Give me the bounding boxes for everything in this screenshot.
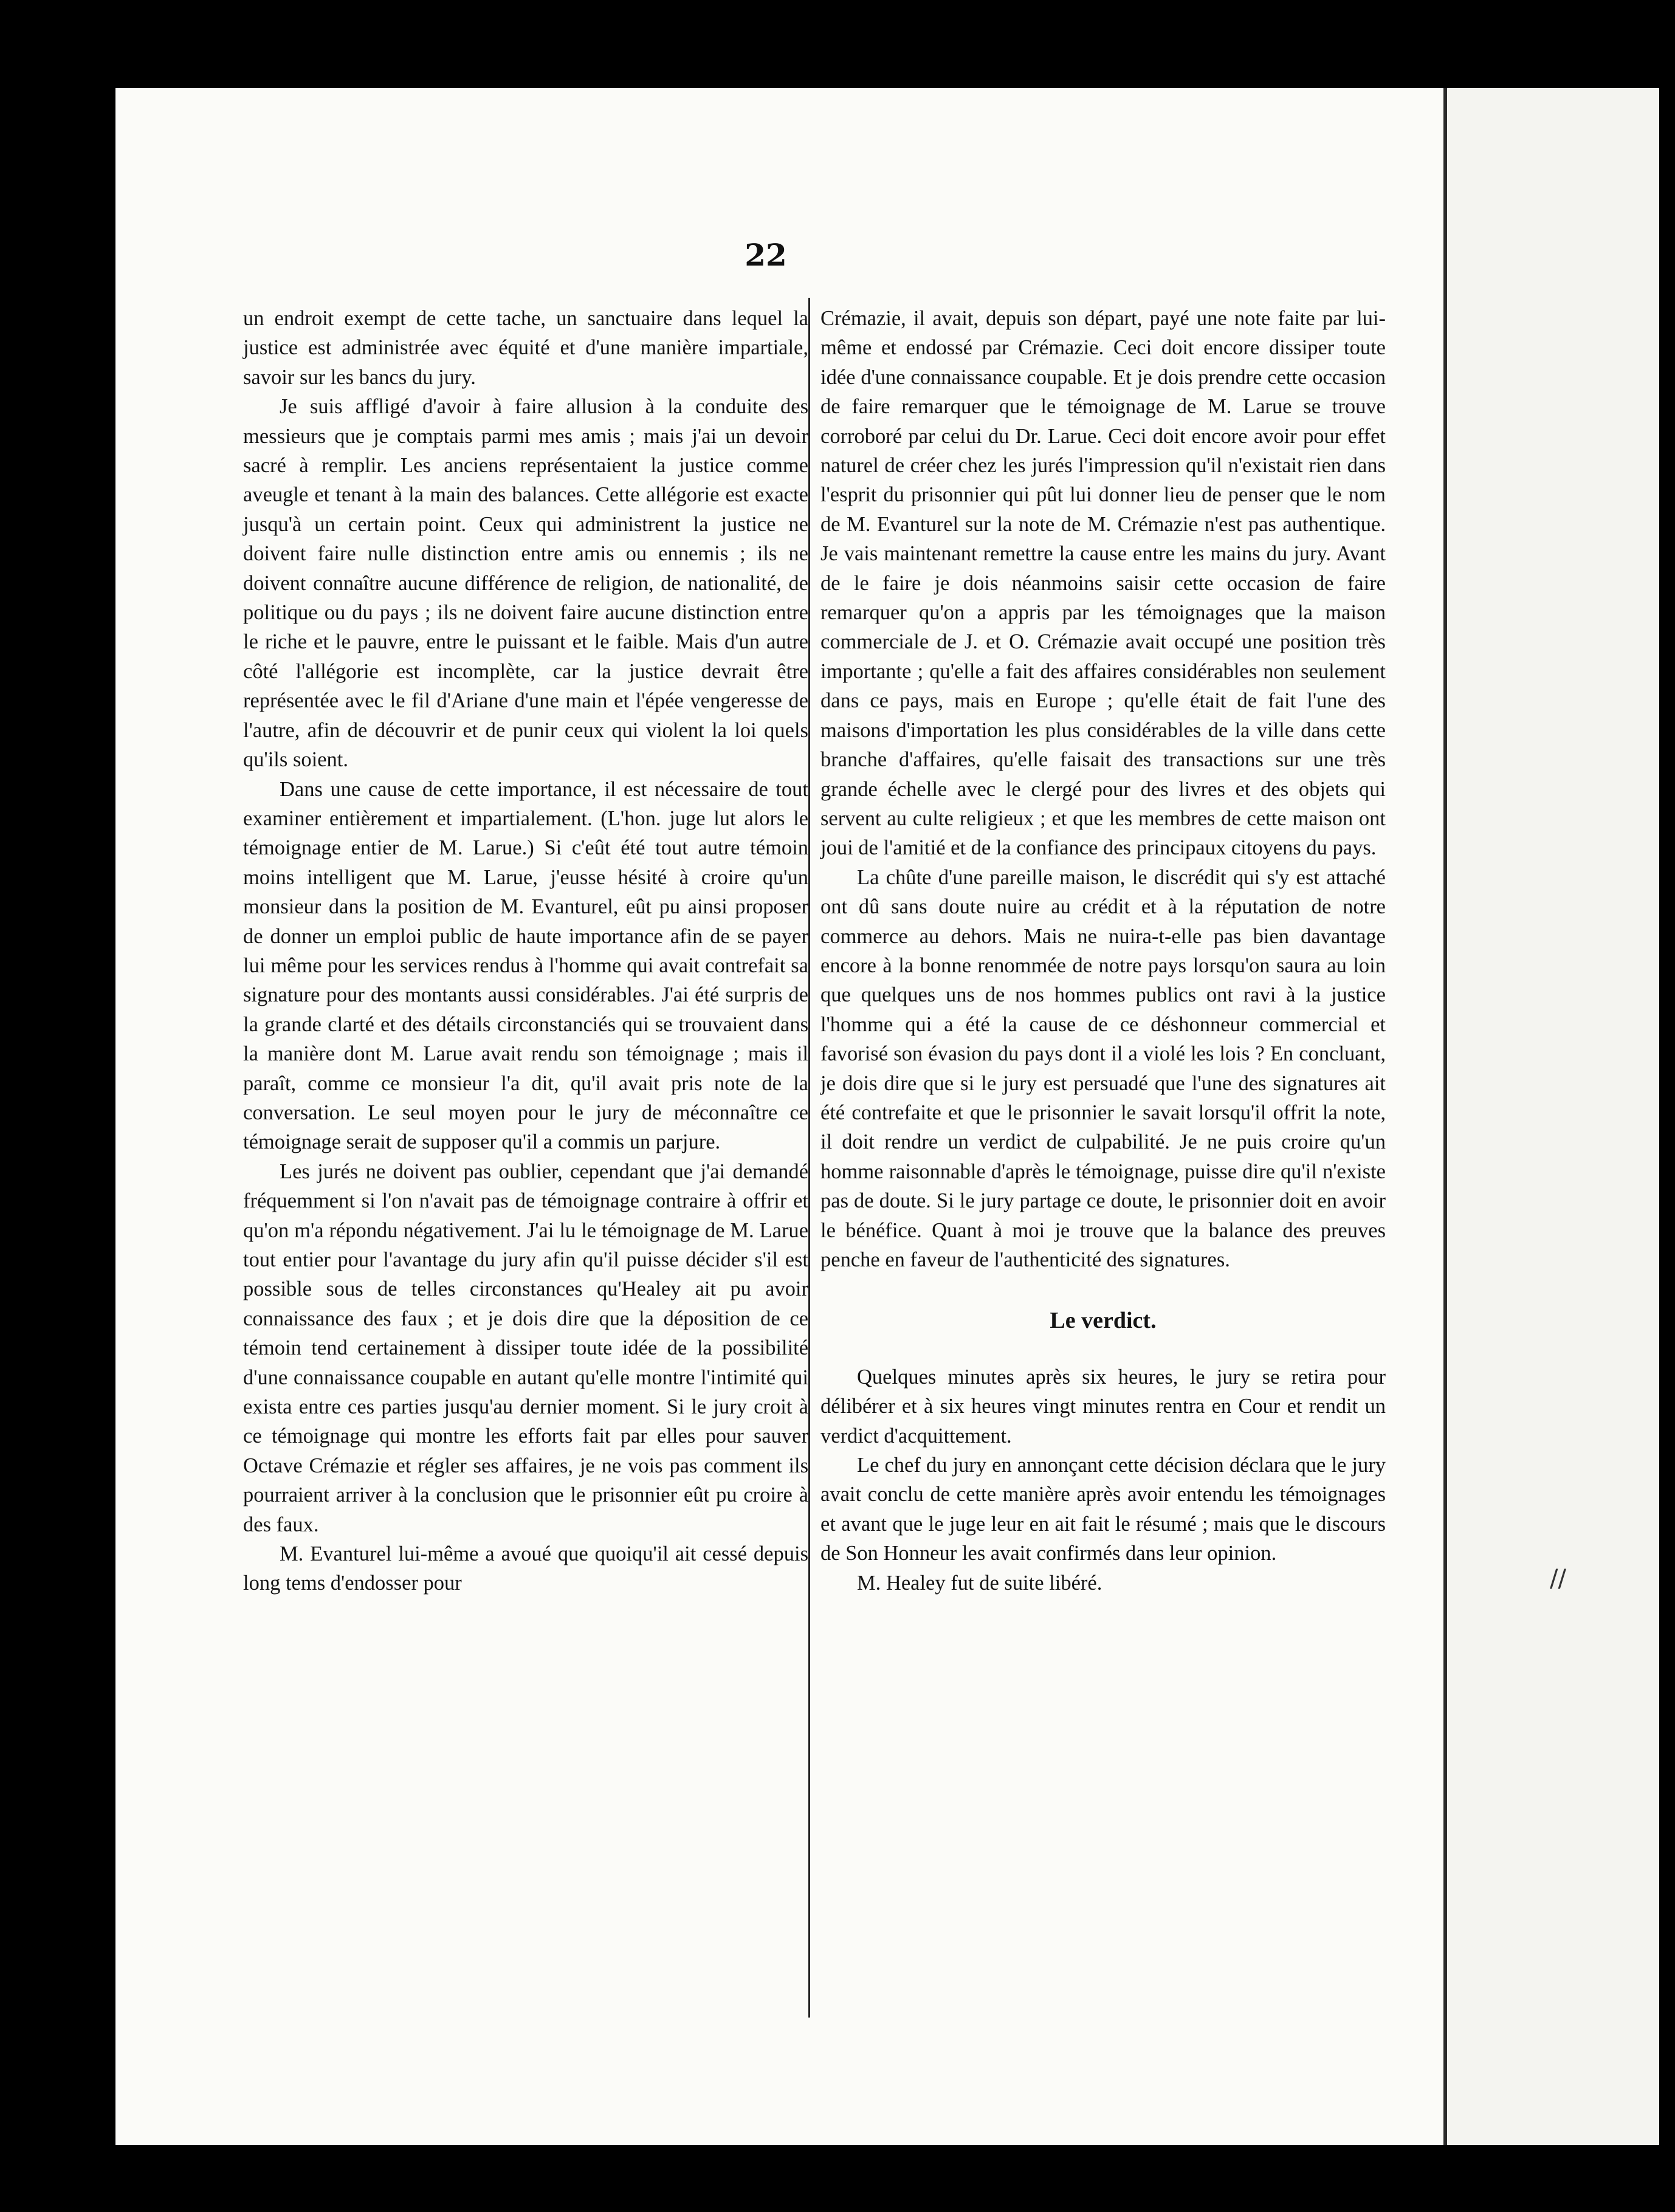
left-paragraph-1: un endroit exempt de cette tache, un sanctuaire dans lequel la justice est administrée avec équité et d'une manière impartiale, savoir sur les bancs du jury.	[243, 307, 808, 389]
verdict-heading: Le verdict.	[1050, 1308, 1157, 1334]
right-paragraph-1: Crémazie, il avait, depuis son départ, payé une note faite par lui-même et endossé par Crémazie. Ceci doit encore dissiper toute idée d'une connaissance coupable. Et je dois prendre cette occasion de faire remarquer que le témoignage de M. Larue se trouve corroboré par celui du Dr. Larue. Ceci doit encore avoir pour effet naturel de créer chez les jurés l'impression qu'il n'existait rien dans l'esprit du prisonnier qui pût lui donner lieu de penser que le nom de M. Evanturel sur la note de M. Crémazie n'est pas authentique. Je vais maintenant remettre la cause entre les mains du jury. Avant de le faire je dois néanmoins saisir cette occasion de faire remarquer qu'on a appris par les témoignages que la maison commerciale de J. et O. Crémazie avait occupé une position très importante ; qu'elle a fait des affaires considérables non seulement dans ce pays, mais en Europe ; qu'elle était de fait l'une des maisons d'importation les plus considérables de la ville dans cette branche d'affaires, qu'elle faisait des transactions sur une très grande échelle avec le clergé pour des livres et des objets qui servent au culte religieux ; et que les membres de cette maison ont joui de l'amitié et de la confiance des principaux citoyens du pays.	[820, 307, 1386, 860]
left-column	[243, 304, 808, 1598]
column-divider	[808, 298, 810, 2018]
verdict-paragraph-1: Quelques minutes après six heures, le jury se retira pour délibérer et à six heures vingt minutes rentra en Cour et rendit un verdict d'acquittement.	[820, 1365, 1386, 1448]
left-paragraph-4: Les jurés ne doivent pas oublier, cependant que j'ai demandé fréquemment si l'on n'avait pas de témoignage contraire à offrir et qu'on m'a répondu négativement. J'ai lu le témoignage de M. Larue tout entier pour l'avantage du jury afin qu'il puisse décider s'il est possible sous de telles circonstances qu'Healey ait pu avoir connaissance des faux ; et je dois dire que la déposition de ce témoin tend certainement à dissiper toute idée de la possibilité d'une connaissance coupable en autant qu'elle montre l'intimité qui exista entre ces parties jusqu'au dernier moment. Si le jury croit à ce témoignage qui montre les efforts fait par elles pour sauver Octave Crémazie et régler ses affaires, je ne vois pas comment ils pourraient arriver à la conclusion que le prisonnier eût pu croire à des faux.	[243, 1159, 808, 1536]
page-number: 22	[745, 237, 787, 273]
verdict-paragraph-2: Le chef du jury en annonçant cette décision déclara que le jury avait conclu de cette manière après avoir entendu les témoignages et avant que le juge leur en ait fait le résumé ; mais que le discours de Son Honneur les avait confirmés dans leur opinion.	[820, 1454, 1386, 1565]
left-paragraph-5: M. Evanturel lui-même a avoué que quoiqu'il ait cessé depuis long tems d'endosser pour	[243, 1542, 808, 1595]
margin-mark: //	[1550, 1565, 1566, 1593]
scanned-page	[115, 88, 1659, 2145]
facing-page-edge	[1447, 88, 1659, 2145]
right-paragraph-2: La chûte d'une pareille maison, le discrédit qui s'y est attaché ont dû sans doute nuire au crédit et à la réputation de notre commerce au dehors. Mais ne nuira-t-elle pas bien davantage encore à la bonne renommée de notre pays lorsqu'on saura au loin que quelques uns de nos hommes publics ont ravi à la justice l'homme qui a été la cause de ce déshonneur commercial et favorisé son évasion du pays dont il a violé les lois ? En concluant, je dois dire que si le jury est persuadé que l'une des signatures ait été contrefaite et que le prisonnier le savait lorsqu'il offrit la note, il doit rendre un verdict de culpabilité. Je ne puis croire qu'un homme raisonnable d'après le témoignage, puisse dire qu'il n'existe pas de doute. Si le jury partage ce doute, le prisonnier doit en avoir le bénéfice. Quant à moi je trouve que la balance des preuves penche en faveur de l'authenticité des signatures.	[820, 865, 1386, 1271]
left-paragraph-3: Dans une cause de cette importance, il est nécessaire de tout examiner entièrement et impartialement. (L'hon. juge lut alors le témoignage entier de M. Larue.) Si c'eût été tout autre témoin moins intelligent que M. Larue, j'eusse hésité à croire qu'un monsieur dans la position de M. Evanturel, eût pu ainsi proposer de donner un emploi public de haute importance afin de se payer lui même pour les services rendus à l'homme qui avait contrefait sa signature pour des montants aussi considérables. J'ai été surpris de la grande clarté et des détails circonstanciés qui se trouvaient dans la manière dont M. Larue avait rendu son témoignage ; mais il paraît, comme ce monsieur l'a dit, qu'il avait pris note de la conversation. Le seul moyen pour le jury de méconnaître ce témoignage serait de supposer qu'il a commis un parjure.	[243, 777, 808, 1154]
left-paragraph-2: Je suis affligé d'avoir à faire allusion à la conduite des messieurs que je comptais parmi mes amis ; mais j'ai un devoir sacré à remplir. Les anciens représentaient la justice comme aveugle et tenant à la main des balances. Cette allégorie est exacte jusqu'à un certain point. Ceux qui administrent la justice ne doivent faire nulle distinction entre amis ou ennemis ; ils ne doivent connaître aucune différence de religion, de nationalité, de politique ou du pays ; ils ne doivent faire aucune distinction entre le riche et le pauvre, entre le puissant et le faible. Mais d'un autre côté l'allégorie est incomplète, car la justice devrait être représentée avec le fil d'Ariane d'une main et l'épée vengeresse de l'autre, afin de découvrir et de punir ceux qui violent la loi quels qu'ils soient.	[243, 395, 808, 772]
verdict-paragraph-3: M. Healey fut de suite libéré.	[857, 1571, 1102, 1595]
right-column	[820, 304, 1386, 1598]
